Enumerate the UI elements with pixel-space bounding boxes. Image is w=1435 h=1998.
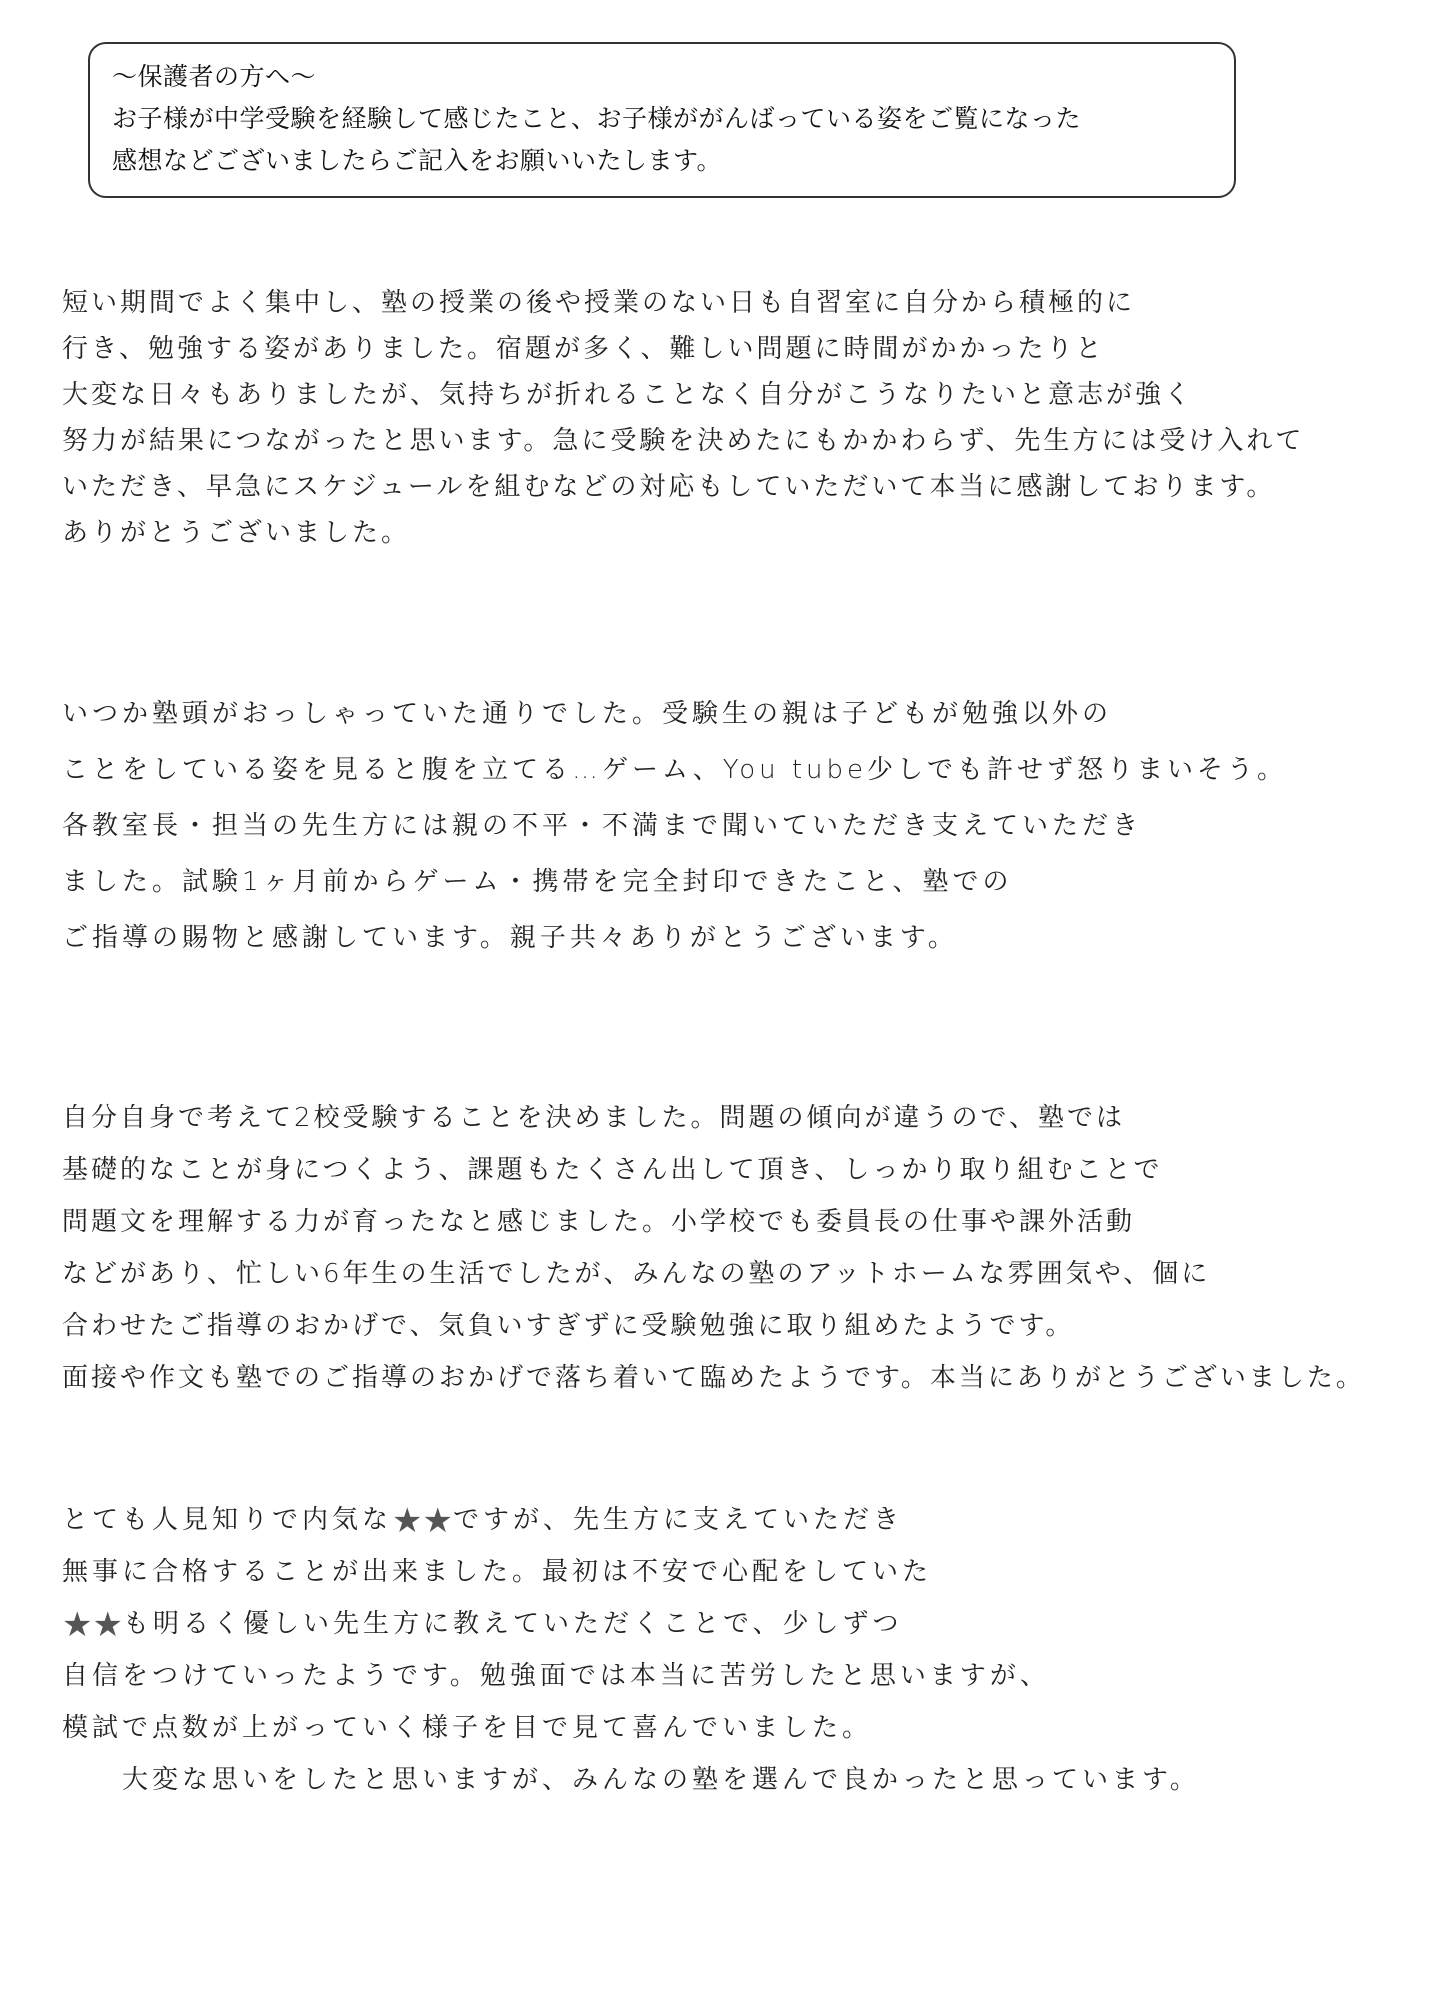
instruction-line-1: お子様が中学受験を経験して感じたこと、お子様ががんばっている姿をご覧になった bbox=[112, 104, 1082, 133]
comment-text: ですが、先生方に支えていただき bbox=[452, 1505, 903, 1535]
comment-line: 面接や作文も塾でのご指導のおかげで落ち着いて臨めたようです。本当にありがとうございました。 bbox=[62, 1363, 1365, 1393]
instruction-title: ～保護者の方へ～ bbox=[112, 62, 317, 91]
comment-line: 自信をつけていったようです。勉強面では本当に苦労したと思いますが、 bbox=[62, 1661, 1050, 1691]
comment-line: 合わせたご指導のおかげで、気負いすぎずに受験勉強に取り組めたようです。 bbox=[62, 1311, 1075, 1341]
comment-line bbox=[62, 1598, 1282, 1650]
comment-line: 無事に合格することが出来ました。最初は不安で心配をしていた bbox=[62, 1557, 933, 1587]
comment-line: 努力が結果につながったと思います。急に受験を決めたにもかかわらず、先生方には受け入れて bbox=[62, 426, 1305, 456]
comment-line: ありがとうございました。 bbox=[62, 518, 411, 548]
comment-line: いつか塾頭がおっしゃっていた通りでした。受験生の親は子どもが勉強以外の bbox=[62, 699, 1113, 729]
comment-line: 各教室長・担当の先生方には親の不平・不満まで聞いていただき支えていただき bbox=[62, 811, 1143, 841]
comment-line: 大変な思いをしたと思いますが、みんなの塾を選んで良かったと思っています。 bbox=[122, 1765, 1200, 1795]
comment-line: ました。試験1ヶ月前からゲーム・携帯を完全封印できたこと、塾での bbox=[62, 867, 1013, 897]
instruction-box bbox=[88, 42, 1236, 198]
parent-comment-2 bbox=[62, 686, 1288, 966]
comment-line: などがあり、忙しい6年生の生活でしたが、みんなの塾のアットホームな雰囲気や、個に bbox=[62, 1259, 1211, 1289]
comment-line: ご指導の賜物と感謝しています。親子共々ありがとうございます。 bbox=[62, 923, 958, 953]
comment-line: 行き、勉強する姿がありました。宿題が多く、難しい問題に時間がかかったりと bbox=[62, 334, 1105, 364]
comment-text: も明るく優しい先生方に教えていただくことで、少しずつ bbox=[122, 1609, 903, 1639]
comment-line: 大変な日々もありましたが、気持ちが折れることなく自分がこうなりたいと意志が強く bbox=[62, 380, 1194, 410]
comment-line: 基礎的なことが身につくよう、課題もたくさん出して頂き、しっかり取り組むことで bbox=[62, 1155, 1163, 1185]
comment-line: 短い期間でよく集中し、塾の授業の後や授業のない日も自習室に自分から積極的に bbox=[62, 288, 1136, 318]
parent-comment-1 bbox=[62, 280, 1305, 556]
comment-line: いただき、早急にスケジュールを組むなどの対応もしていただいて本当に感謝しております。 bbox=[62, 472, 1276, 502]
comment-line: 模試で点数が上がっていく様子を目で見て喜んでいました。 bbox=[62, 1713, 873, 1743]
comment-line: 自分自身で考えて2校受験することを決めました。問題の傾向が違うので、塾では bbox=[62, 1103, 1126, 1133]
redaction-stars: ★★ bbox=[62, 1605, 123, 1645]
comment-line: ことをしている姿を見ると腹を立てる…ゲーム、You tube少しでも許せず怒りまいそう。 bbox=[62, 755, 1288, 785]
comment-line bbox=[62, 1494, 1282, 1546]
parent-comment-3 bbox=[62, 1092, 1365, 1404]
redaction-stars: ★★ bbox=[392, 1501, 453, 1541]
comment-text: とても人見知りで内気な bbox=[62, 1505, 393, 1535]
parent-comment-4 bbox=[62, 1494, 1282, 1806]
comment-line: 問題文を理解する力が育ったなと感じました。小学校でも委員長の仕事や課外活動 bbox=[62, 1207, 1136, 1237]
instruction-line-2: 感想などございましたらご記入をお願いいたします。 bbox=[112, 146, 723, 175]
